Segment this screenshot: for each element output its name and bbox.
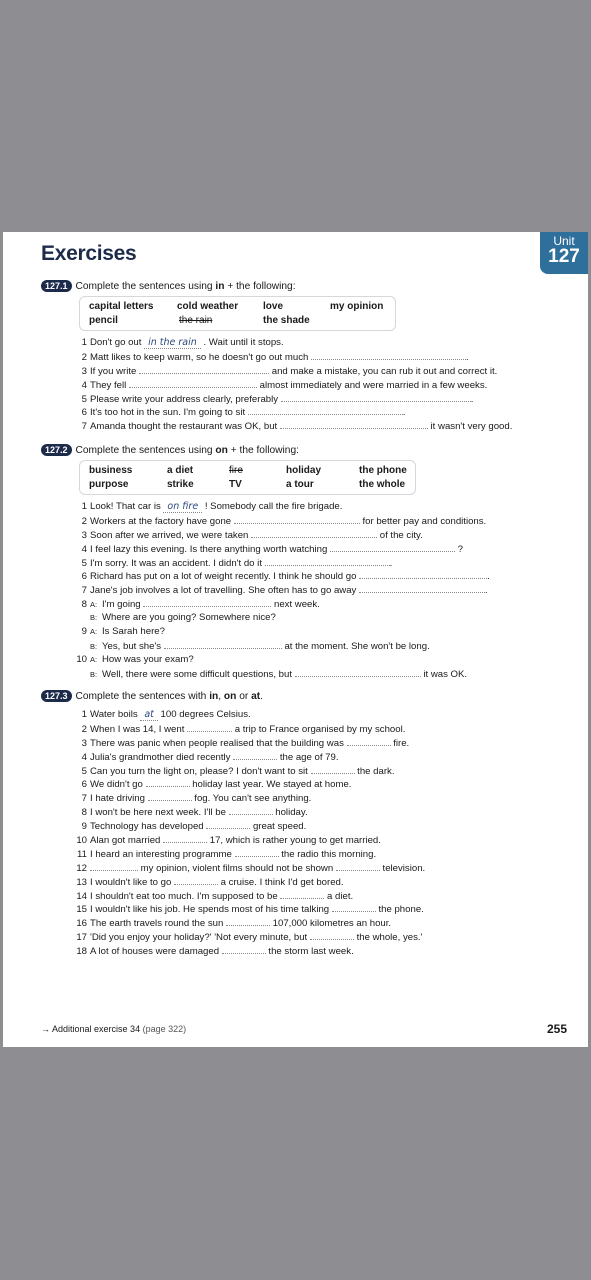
answer-blank[interactable] (235, 847, 279, 857)
sentence-start: If you write (90, 365, 137, 377)
line-number: 7 (81, 585, 87, 597)
line-number: 4 (81, 751, 87, 763)
sentence-end: holiday. (275, 807, 308, 819)
answer-blank[interactable] (311, 350, 466, 360)
sentence-end: a diet. (327, 890, 354, 902)
workbook-page (3, 232, 588, 1047)
answer-blank[interactable] (139, 364, 269, 374)
sentence-end: the radio this morning. (281, 848, 377, 860)
sentence-end: . (470, 393, 474, 405)
answer-blank[interactable] (248, 405, 403, 415)
sentence (73, 722, 425, 736)
word: strike (167, 479, 194, 490)
sentence (73, 889, 425, 903)
sentence (73, 805, 425, 819)
page-title: Exercises (41, 242, 137, 265)
answer-blank[interactable] (146, 777, 190, 787)
exercise-badge: 127.1 (41, 280, 72, 292)
sentence-end: holiday last year. We stayed at home. (192, 779, 352, 791)
answer-blank[interactable] (251, 528, 377, 538)
exercise-1-heading (41, 280, 296, 292)
speaker-label: A: (90, 627, 98, 637)
line-number: 5 (81, 393, 87, 405)
answer-blank[interactable] (295, 667, 421, 677)
heading-keyword: on (215, 445, 228, 456)
sentence (73, 542, 490, 556)
sentence-start: We didn't go (90, 779, 143, 791)
sentence-start: Matt likes to keep warm, so he doesn't go out much (90, 351, 309, 363)
example-answer: on fire (163, 501, 202, 513)
heading-text: + the following: (224, 281, 296, 292)
answer-blank[interactable] (265, 556, 390, 566)
word: the whole (359, 479, 406, 490)
sentence-start: A lot of houses were damaged (90, 946, 220, 958)
sentence-end: of the city. (379, 529, 423, 541)
sentence-end: . (485, 585, 488, 597)
word: purpose (89, 479, 129, 490)
sentence (73, 653, 490, 667)
line-number: 3 (81, 365, 87, 377)
answer-blank[interactable] (148, 791, 192, 801)
sentence (73, 847, 425, 861)
line-number: 8 (81, 599, 87, 611)
sentence-end: at the moment. She won't be long. (284, 640, 430, 652)
exercise-badge: 127.2 (41, 444, 72, 456)
sentence (73, 514, 490, 528)
heading-text: or (236, 691, 252, 702)
sentence-end: it was OK. (423, 668, 468, 680)
sentence-start: Can you turn the light on, please? I don't want to sit (90, 765, 308, 777)
line-number: 18 (76, 946, 87, 958)
sentence-end: next week. (273, 599, 320, 611)
answer-blank[interactable] (280, 419, 428, 429)
heading-text: + the following: (227, 445, 299, 456)
sentence-end: the storm last week. (268, 946, 354, 958)
sentence (73, 556, 490, 570)
sentence (73, 777, 425, 791)
word: cold weather (177, 301, 239, 312)
word: love (263, 301, 284, 312)
sentence (73, 930, 425, 944)
sentence (73, 902, 425, 916)
answer-blank[interactable] (174, 875, 218, 885)
sentence-start: Jane's job involves a lot of travelling. She often has to go away (90, 585, 357, 597)
sentence-start: Yes, but she's (102, 640, 162, 652)
line-number: 4 (81, 379, 87, 391)
sentence-start: Richard has put on a lot of weight recently. I think he should go (90, 571, 357, 583)
sentence-start: I heard an interesting programme (90, 848, 232, 860)
answer-blank[interactable] (359, 569, 487, 579)
exercise-badge: 127.3 (41, 690, 72, 702)
line-number: 8 (81, 807, 87, 819)
sentence (73, 875, 425, 889)
answer-blank[interactable] (330, 542, 455, 552)
answer-blank[interactable] (129, 378, 257, 388)
sentence (73, 392, 512, 406)
line-number: 1 (81, 501, 87, 512)
sentence-start: Well, there were some difficult questions, but (102, 668, 293, 680)
word: capital letters (89, 301, 154, 312)
heading-keyword: in (215, 281, 225, 292)
sentence-start: They fell (90, 379, 127, 391)
line-number: 5 (81, 765, 87, 777)
exercise-3-lines (73, 708, 425, 958)
sentence-middle: my opinion, violent films should not be shown (140, 862, 334, 874)
sentence-end: ? (457, 543, 463, 555)
arrow-right-icon: → (41, 1024, 50, 1034)
sentence-end: a trip to France organised by my school. (234, 723, 406, 735)
sentence-end: 17, which is rather young to get married. (209, 835, 381, 847)
sentence-end: . (466, 351, 469, 363)
sentence-end: great speed. (252, 821, 307, 833)
line-number: 9 (81, 821, 87, 833)
sentence (73, 405, 512, 419)
sentence-start: Julia's grandmother died recently (90, 751, 231, 763)
answer-blank[interactable] (311, 764, 355, 774)
line-number: 15 (76, 904, 87, 916)
sentence-end: television. (382, 862, 426, 874)
sentence-text: How was your exam? (102, 653, 194, 665)
line-number: 11 (77, 848, 87, 860)
footer-page-ref: (page 322) (142, 1024, 187, 1034)
word-used: the rain (179, 315, 213, 326)
heading-text: Complete the sentences with (75, 691, 210, 702)
sentence-start: The earth travels round the sun (90, 918, 224, 930)
sentence-start: It's too hot in the sun. I'm going to sit (90, 407, 246, 419)
sentence (73, 528, 490, 542)
sentence (73, 364, 512, 378)
sentence-start: I shouldn't eat too much. I'm supposed to be (90, 890, 278, 902)
word: a tour (286, 479, 314, 490)
line-number: 1 (81, 337, 87, 348)
answer-blank[interactable] (163, 833, 207, 843)
sentence-end: . (389, 557, 393, 569)
word: business (89, 465, 133, 476)
speaker-label: B: (90, 641, 98, 651)
sentence-start: Amanda thought the restaurant was OK, but (90, 421, 278, 433)
sentence (73, 350, 512, 364)
heading-text: . (260, 691, 264, 702)
sentence (73, 750, 425, 764)
line-number: 1 (81, 709, 87, 720)
line-number: 5 (81, 557, 87, 569)
line-number: 4 (81, 543, 87, 555)
speaker-label: B: (90, 669, 98, 679)
sentence (73, 944, 425, 958)
sentence (73, 708, 425, 722)
answer-blank[interactable] (310, 930, 354, 940)
sentence-end: fire. (393, 737, 410, 749)
sentence (73, 597, 490, 611)
sentence (73, 500, 490, 514)
sentence-start: I hate driving (90, 793, 145, 805)
word-box-2 (79, 460, 416, 495)
sentence-text: Is Sarah here? (102, 626, 165, 638)
sentence-start: 'Did you enjoy your holiday?' 'Not every minute, but (90, 932, 308, 944)
sentence-end: . Wait until it stops. (203, 337, 284, 348)
sentence-start: I'm sorry. It was an accident. I didn't do it (90, 557, 262, 569)
line-number: 2 (81, 351, 87, 363)
answer-blank[interactable] (226, 916, 270, 926)
heading-keyword: at (251, 691, 261, 702)
heading-text: Complete the sentences using (75, 281, 216, 292)
line-number: 7 (81, 421, 87, 433)
speaker-label: A: (90, 654, 98, 664)
unit-number: 127 (548, 246, 580, 267)
sentence-start: Alan got married (90, 835, 161, 847)
answer-blank[interactable] (281, 392, 471, 402)
sentence (73, 791, 425, 805)
word-used: fire (229, 465, 243, 476)
line-number: 7 (81, 793, 87, 805)
exercise-1-lines (73, 336, 512, 433)
sentence-end: and make a mistake, you can rub it out and correct it. (271, 365, 498, 377)
speaker-label: B: (90, 613, 98, 623)
line-number: 6 (81, 571, 87, 583)
line-number: 2 (81, 515, 87, 527)
sentence (73, 764, 425, 778)
word: pencil (89, 315, 118, 326)
sentence-end: for better pay and conditions. (362, 515, 487, 527)
word: my opinion (330, 301, 384, 312)
exercise-3-heading (41, 690, 263, 702)
line-number: 3 (81, 737, 87, 749)
additional-exercise-link[interactable] (41, 1024, 186, 1034)
answer-blank[interactable] (164, 639, 282, 649)
sentence (73, 569, 490, 583)
sentence-start: I wouldn't like his job. He spends most of his time talking (90, 904, 330, 916)
line-number: 6 (81, 779, 87, 791)
sentence (73, 916, 425, 930)
word: TV (229, 479, 242, 490)
sentence (73, 667, 490, 681)
sentence (73, 736, 425, 750)
sentence (73, 611, 490, 625)
line-number: 13 (76, 876, 87, 888)
sentence (73, 378, 512, 392)
sentence-end: the age of 79. (279, 751, 339, 763)
word-box-1 (79, 296, 396, 331)
word: the shade (263, 315, 310, 326)
word: a diet (167, 465, 194, 476)
sentence-end: 107,000 kilometres an hour. (272, 918, 392, 930)
heading-text: Complete the sentences using (75, 445, 216, 456)
answer-blank[interactable] (233, 750, 277, 760)
sentence-start: Look! That car is (90, 501, 161, 512)
sentence-end: . (487, 571, 490, 583)
line-number: 9 (81, 626, 87, 638)
sentence-start: Workers at the factory have gone (90, 515, 232, 527)
answer-blank[interactable] (187, 722, 232, 732)
sentence-start: Soon after we arrived, we were taken (90, 529, 249, 541)
sentence (73, 639, 490, 653)
page-number: 255 (547, 1022, 568, 1036)
sentence-end: it wasn't very good. (430, 421, 513, 433)
line-number: 6 (81, 407, 87, 419)
word: holiday (286, 465, 322, 476)
sentence-end: ! Somebody call the fire brigade. (204, 501, 343, 512)
answer-blank[interactable] (359, 583, 485, 593)
sentence-start: I won't be here next week. I'll be (90, 807, 226, 819)
sentence-start: I'm going (102, 599, 141, 611)
sentence (73, 625, 490, 639)
sentence-start: Technology has developed (90, 821, 204, 833)
answer-blank[interactable] (347, 736, 391, 746)
sentence-end: fog. You can't see anything. (194, 793, 312, 805)
sentence-start: Please write your address clearly, preferably (90, 393, 279, 405)
sentence (73, 583, 490, 597)
line-number: 2 (81, 723, 87, 735)
heading-keyword: in (209, 691, 219, 702)
sentence (73, 336, 512, 350)
line-number: 10 (76, 835, 87, 847)
answer-blank[interactable] (280, 889, 324, 899)
sentence (73, 861, 425, 875)
sentence-start: I wouldn't like to go (90, 876, 172, 888)
sentence-text: Where are you going? Somewhere nice? (102, 612, 276, 624)
answer-blank[interactable] (234, 514, 360, 524)
exercise-2-lines (73, 500, 490, 681)
line-number: 17 (76, 932, 87, 944)
unit-label: Unit (553, 234, 575, 248)
sentence-start: I feel lazy this evening. Is there anything worth watching (90, 543, 328, 555)
sentence-end: . (402, 407, 406, 419)
sentence-start: There was panic when people realised that the building was (90, 737, 344, 749)
sentence (73, 833, 425, 847)
sentence-end: the phone. (378, 904, 424, 916)
line-number: 3 (81, 529, 87, 541)
line-number: 16 (76, 918, 87, 930)
sentence-end: almost immediately and were married in a few weeks. (259, 379, 488, 391)
answer-blank[interactable] (222, 944, 266, 954)
line-number: 12 (76, 862, 87, 874)
answer-blank[interactable] (206, 819, 250, 829)
line-number: 10 (76, 653, 87, 665)
footer-text: Additional exercise 34 (52, 1024, 141, 1034)
sentence-start: When I was 14, I went (90, 723, 185, 735)
word: the phone (359, 465, 407, 476)
answer-blank[interactable] (143, 597, 271, 607)
example-answer: at (140, 709, 158, 721)
sentence (73, 419, 512, 433)
answer-blank[interactable] (336, 861, 380, 871)
heading-keyword: on (223, 691, 237, 702)
unit-tab (540, 232, 588, 274)
sentence-end: 100 degrees Celsius. (160, 709, 251, 720)
sentence-end: the dark. (357, 765, 395, 777)
heading-text: , (218, 691, 224, 702)
sentence (73, 819, 425, 833)
answer-blank[interactable] (332, 902, 376, 912)
sentence-end: a cruise. I think I'd get bored. (220, 876, 344, 888)
example-answer: in the rain (144, 337, 201, 349)
answer-blank[interactable] (90, 861, 138, 871)
exercise-2-heading (41, 444, 299, 456)
line-number: 14 (76, 890, 87, 902)
sentence-end: the whole, yes.' (356, 932, 423, 944)
speaker-label: A: (90, 600, 98, 610)
answer-blank[interactable] (229, 805, 273, 815)
sentence-start: Water boils (90, 709, 138, 720)
sentence-start: Don't go out (90, 337, 142, 348)
